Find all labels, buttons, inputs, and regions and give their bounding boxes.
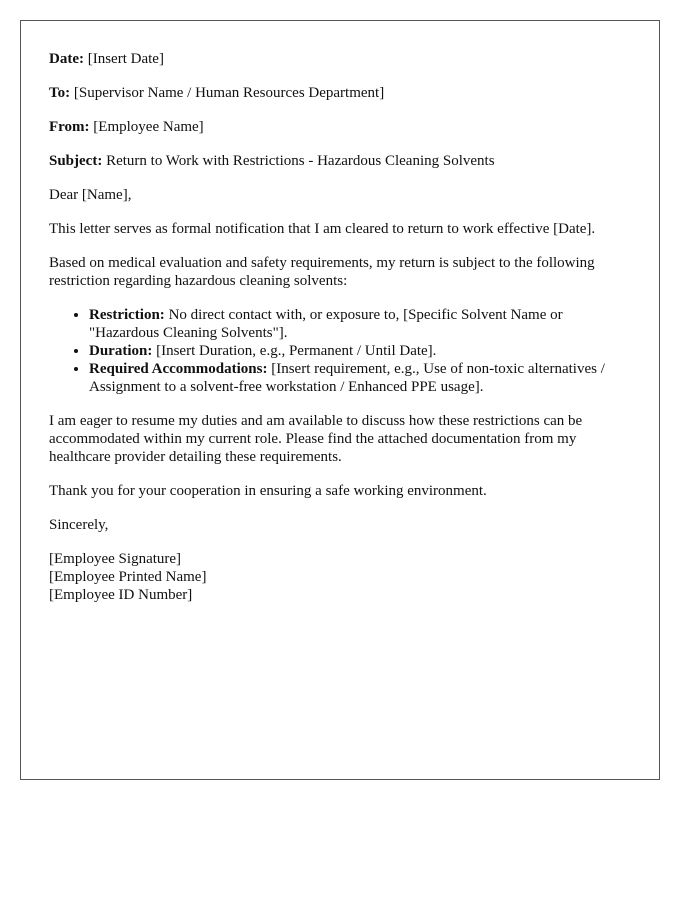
from-line bbox=[49, 118, 631, 136]
list-item-text: [Insert requirement, e.g., Use of non-toxic alternatives / Assignment to a solvent-free workstation / Enhanced PPE usage]. bbox=[89, 361, 605, 395]
to-line bbox=[49, 84, 631, 102]
subject-label: Subject: bbox=[49, 153, 103, 169]
subject-value: Return to Work with Restrictions - Hazardous Cleaning Solvents bbox=[106, 153, 495, 169]
to-label: To: bbox=[49, 85, 71, 101]
paragraph-thanks: Thank you for your cooperation in ensuring a safe working environment. bbox=[49, 483, 487, 499]
paragraph-notification: This letter serves as formal notification that I am cleared to return to work effective [Date]. bbox=[49, 221, 596, 237]
from-label: From: bbox=[49, 119, 90, 135]
salutation: Dear [Name], bbox=[49, 187, 132, 203]
paragraph-requirements: Based on medical evaluation and safety requirements, my return is subject to the following restriction regarding hazardous cleaning solvents: bbox=[49, 255, 595, 289]
list-item-duration bbox=[89, 342, 631, 360]
subject-line bbox=[49, 152, 631, 170]
printed-name-line: [Employee Printed Name] bbox=[49, 569, 207, 585]
list-item-label: Duration: bbox=[89, 343, 153, 359]
letter-page bbox=[20, 20, 660, 780]
list-item-restriction bbox=[89, 306, 631, 342]
list-item-label: Restriction: bbox=[89, 307, 165, 323]
list-item-text: [Insert Duration, e.g., Permanent / Until Date]. bbox=[156, 343, 437, 359]
to-value: [Supervisor Name / Human Resources Department] bbox=[73, 85, 385, 101]
date-label: Date: bbox=[49, 51, 84, 67]
restrictions-list bbox=[49, 306, 631, 396]
list-item-label: Required Accommodations: bbox=[89, 361, 268, 377]
list-item-text: No direct contact with, or exposure to, [Specific Solvent Name or "Hazardous Cleaning Solvents"]. bbox=[89, 307, 563, 341]
signature-block bbox=[49, 550, 631, 604]
employee-id-line: [Employee ID Number] bbox=[49, 587, 193, 603]
from-value: [Employee Name] bbox=[93, 119, 204, 135]
signature-line: [Employee Signature] bbox=[49, 551, 182, 567]
date-line bbox=[49, 50, 631, 68]
date-value: [Insert Date] bbox=[87, 51, 164, 67]
list-item-accommodations bbox=[89, 360, 631, 396]
closing: Sincerely, bbox=[49, 517, 109, 533]
paragraph-resume-duties: I am eager to resume my duties and am available to discuss how these restrictions can be accommodated within my current role. Please find the attached documentation from my healthcare provider detailing these requirements. bbox=[49, 413, 583, 465]
